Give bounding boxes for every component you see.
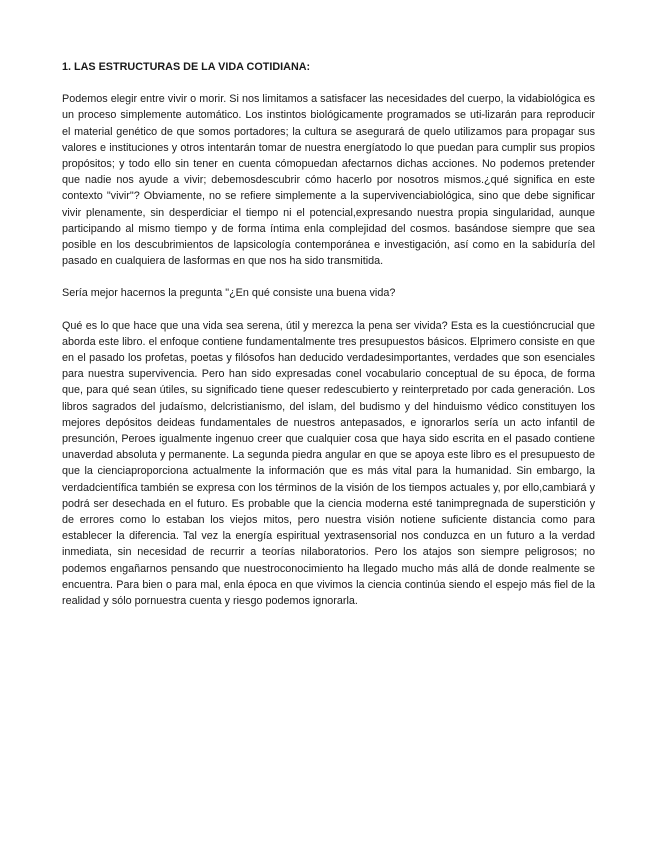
document-page xyxy=(62,59,595,625)
paragraph-question: Sería mejor hacernos la pregunta "¿En qué consiste una buena vida? xyxy=(62,287,396,300)
section-heading: 1. LAS ESTRUCTURAS DE LA VIDA COTIDIANA: xyxy=(62,61,311,73)
paragraph-intro: Podemos elegir entre vivir o morir. Si nos limitamos a satisfacer las necesidades del cuerpo, la vidabiológica es un proceso simplemente automático. Los instintos biológicamente programados se uti-lizarán para reproducir el material genético de que somos portadores; la cultura se asegurará de quelo utilizamos para propagar sus valores e instituciones y otros intentarán tomar de nuestra energíatodo lo que puedan para cumplir sus propios propósitos; y todo ello sin tener en cuenta cómopuedan afectarnos dichas acciones. No podemos pretender que nadie nos ayude a vivir; debemosdescubrir cómo hacerlo por nosotros mismos.¿qué significa en este contexto "vivir"? Obviamente, no se refiere simplemente a la supervivenciabiológica, sino que debe significar vivir plenamente, sin desperdiciar el tiempo ni el potencial,expresando nuestra propia singularidad, aunque participando al mismo tiempo y de forma íntima enla complejidad del cosmos. basándose siempre que sea posible en los descubrimientos de lapsicología contemporánea e investigación, así como en la sabiduría del pasado en cualquiera de lasformas en que nos ha sido transmitida. xyxy=(62,93,595,268)
paragraph-presuppositions: Qué es lo que hace que una vida sea serena, útil y merezca la pena ser vivida? Esta es la cuestióncrucial que aborda este libro. el enfoque contiene fundamentalmente tres presupuestos básicos. Elprimero consiste en que en el pasado los profetas, poetas y filósofos han deducido verdadesimportantes, verdades que son esenciales para nuestra supervivencia. Pero han sido expresadas conel vocabulario conceptual de su época, de forma que, para qué sean útiles, su significado tiene queser redescubierto y reinterpretado por cada generación. Los libros sagrados del judaísmo, delcristianismo, del islam, del budismo y del hinduismo védico constituyen los mejores depósitos deideas fundamentales de nuestros antepasados, e ignorarlos sería un acto infantil de presunción, Peroes igualmente ingenuo creer que cualquier cosa que haya sido escrita en el pasado contiene unaverdad absoluta y permanente. La segunda piedra angular en que se apoya este libro es el presupuesto de que la cienciaproporciona actualmente la información que es más vital para la humanidad. Sin embargo, la verdadcientífica también se expresa con los términos de la visión de los tiempos actuales y, por ello,cambiará y podrá ser desechada en el futuro. Es probable que la ciencia moderna esté tanimpregnada de superstición y de errores como lo estaban los viejos mitos, pero nuestra visión notiene suficiente distancia como para establecer la diferencia. Tal vez la energía espiritual yextrasensorial nos conduzca en un futuro a la verdad inmediata, sin necesidad de recurrir a teorías nilaboratorios. Pero los atajos son siempre peligrosos; no podemos engañarnos pensando que nuestroconocimiento ha llegado mucho más allá de donde realmente se encuentra. Para bien o para mal, enla época en que vivimos la ciencia continúa siendo el espejo más fiel de la realidad y sólo pornuestra cuenta y riesgo podemos ignorarla. xyxy=(62,319,595,608)
